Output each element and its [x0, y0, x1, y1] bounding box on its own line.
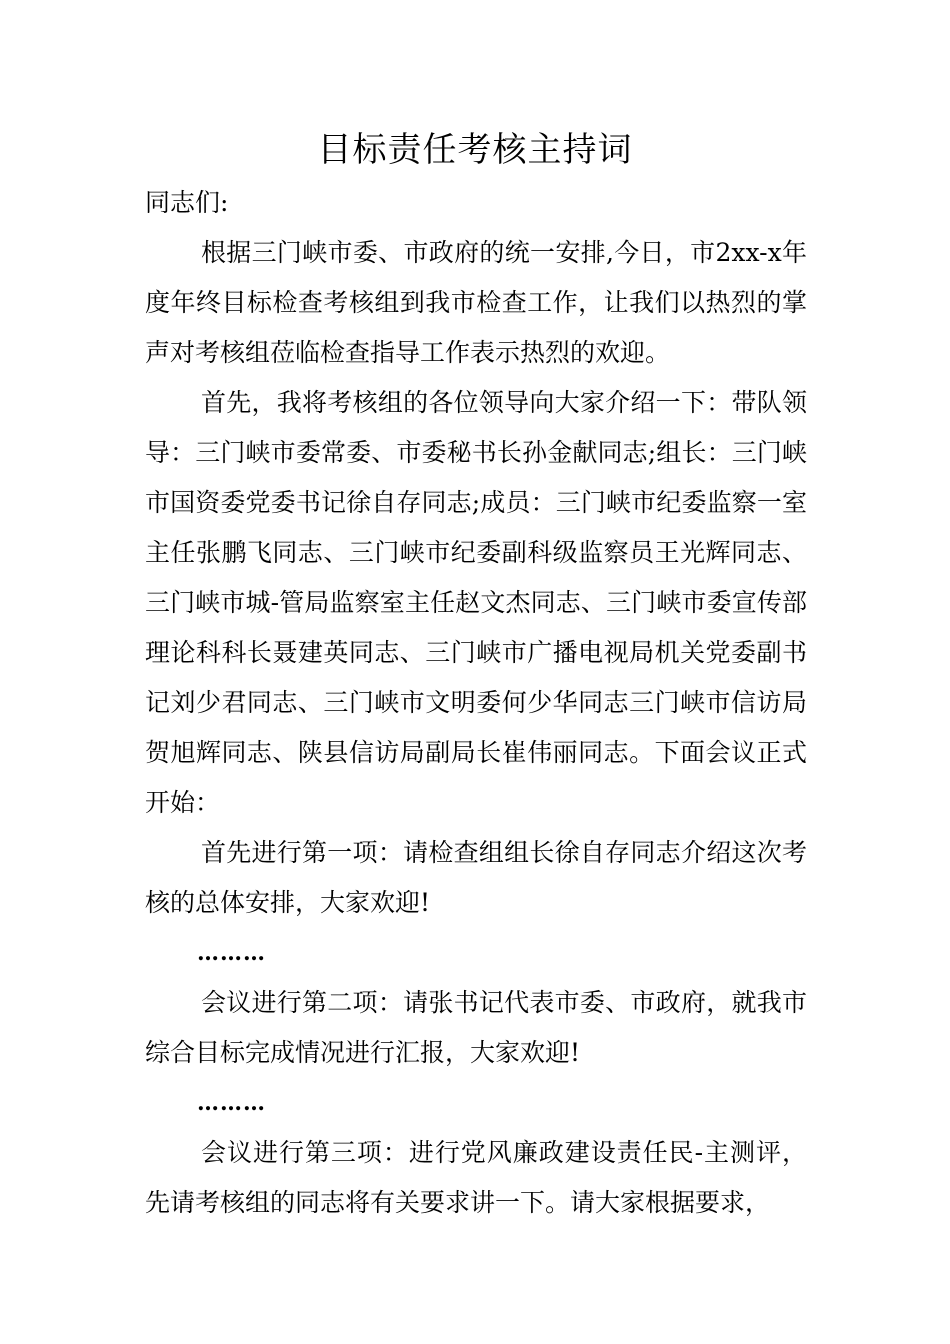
paragraph-item-two: 会议进行第二项：请张书记代表市委、市政府，就我市综合目标完成情况进行汇报，大家欢迎!: [145, 988, 807, 1067]
document-body: [145, 178, 807, 1228]
greeting-line: 同志们:: [145, 188, 229, 217]
ellipsis-separator: ………: [197, 1090, 266, 1116]
paragraph-schedule: 根据三门峡市委、市政府的统一安排,今日，市2xx-x年度年终目标检查考核组到我市检查工作，让我们以热烈的掌声对考核组莅临检查指导工作表示热烈的欢迎。: [145, 238, 807, 367]
paragraph-item-one: 首先进行第一项：请检查组组长徐自存同志介绍这次考核的总体安排，大家欢迎!: [145, 838, 807, 917]
paragraph-introductions: 首先，我将考核组的各位领导向大家介绍一下：带队领导：三门峡市委常委、市委秘书长孙金献同志;组长：三门峡市国资委党委书记徐自存同志;成员：三门峡市纪委监察一室主任张鹏飞同志、三门峡市纪委副科级监察员王光辉同志、三门峡市城-管局监察室主任赵文杰同志、三门峡市委宣传部理论科科长聂建英同志、三门峡市广播电视局机关党委副书记刘少君同志、三门峡市文明委何少华同志三门峡市信访局贺旭辉同志、陕县信访局副局长崔伟丽同志。下面会议正式开始：: [145, 388, 807, 817]
document-title: 目标责任考核主持词: [317, 130, 633, 170]
paragraph-item-three: 会议进行第三项：进行党风廉政建设责任民-主测评，先请考核组的同志将有关要求讲一下。请大家根据要求，: [145, 1138, 807, 1217]
ellipsis-separator: ………: [197, 940, 266, 966]
